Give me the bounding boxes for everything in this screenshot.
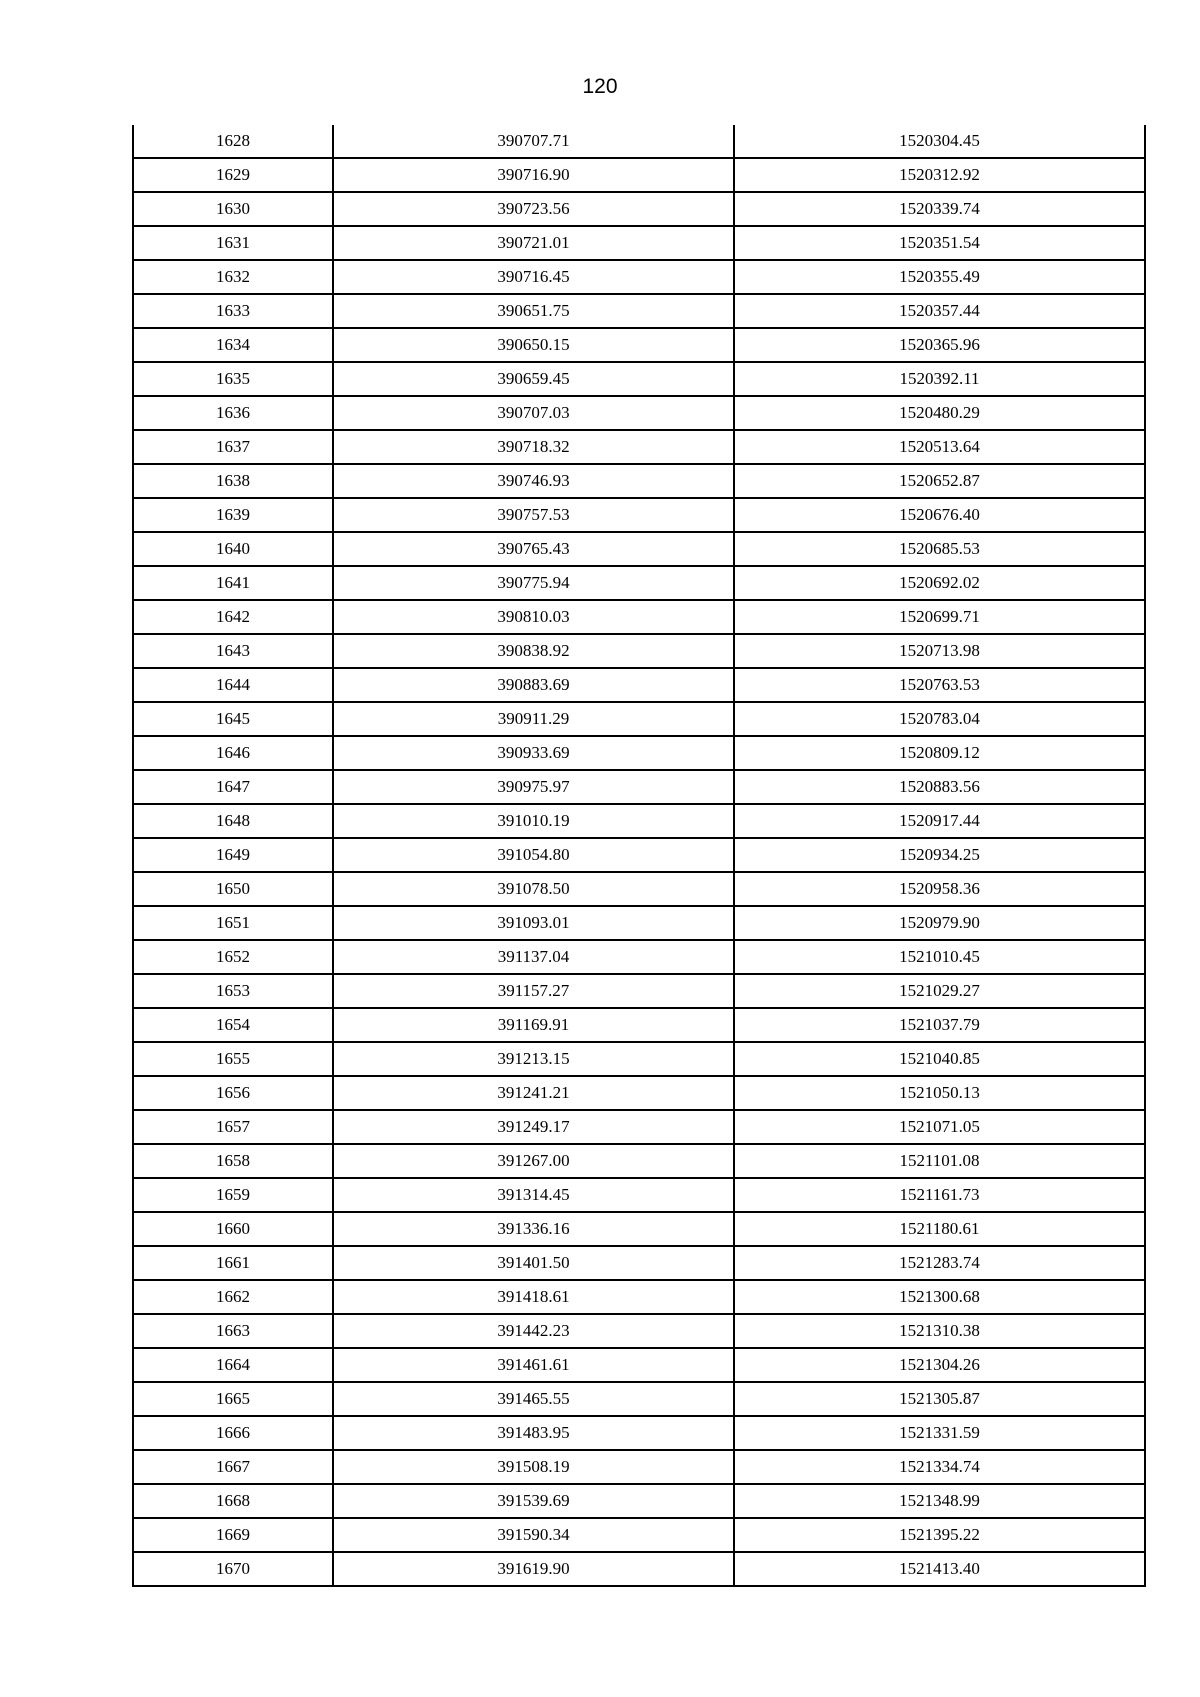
y-coordinate-cell: 1520513.64	[734, 430, 1145, 464]
y-coordinate-cell: 1520652.87	[734, 464, 1145, 498]
point-number-cell: 1640	[133, 532, 333, 566]
y-coordinate-cell: 1520699.71	[734, 600, 1145, 634]
table-row	[133, 532, 1145, 566]
x-coordinate-cell: 391157.27	[333, 974, 734, 1008]
table-row	[133, 702, 1145, 736]
y-coordinate-cell: 1521413.40	[734, 1552, 1145, 1586]
point-number-cell: 1628	[133, 125, 333, 158]
x-coordinate-cell: 391010.19	[333, 804, 734, 838]
point-number-cell: 1630	[133, 192, 333, 226]
table-row	[133, 260, 1145, 294]
x-coordinate-cell: 391442.23	[333, 1314, 734, 1348]
x-coordinate-cell: 391267.00	[333, 1144, 734, 1178]
x-coordinate-cell: 390659.45	[333, 362, 734, 396]
x-coordinate-cell: 391401.50	[333, 1246, 734, 1280]
table-row	[133, 974, 1145, 1008]
x-coordinate-cell: 391619.90	[333, 1552, 734, 1586]
x-coordinate-cell: 390716.45	[333, 260, 734, 294]
y-coordinate-cell: 1521180.61	[734, 1212, 1145, 1246]
x-coordinate-cell: 391336.16	[333, 1212, 734, 1246]
y-coordinate-cell: 1521050.13	[734, 1076, 1145, 1110]
y-coordinate-cell: 1521101.08	[734, 1144, 1145, 1178]
point-number-cell: 1658	[133, 1144, 333, 1178]
table-row	[133, 125, 1145, 158]
point-number-cell: 1631	[133, 226, 333, 260]
y-coordinate-cell: 1520934.25	[734, 838, 1145, 872]
y-coordinate-cell: 1521161.73	[734, 1178, 1145, 1212]
table-row	[133, 838, 1145, 872]
x-coordinate-cell: 390723.56	[333, 192, 734, 226]
table-row	[133, 1314, 1145, 1348]
table-row	[133, 294, 1145, 328]
point-number-cell: 1642	[133, 600, 333, 634]
x-coordinate-cell: 391169.91	[333, 1008, 734, 1042]
point-number-cell: 1668	[133, 1484, 333, 1518]
point-number-cell: 1656	[133, 1076, 333, 1110]
point-number-cell: 1662	[133, 1280, 333, 1314]
table-row	[133, 498, 1145, 532]
x-coordinate-cell: 391093.01	[333, 906, 734, 940]
x-coordinate-cell: 391213.15	[333, 1042, 734, 1076]
point-number-cell: 1645	[133, 702, 333, 736]
y-coordinate-cell: 1521300.68	[734, 1280, 1145, 1314]
point-number-cell: 1666	[133, 1416, 333, 1450]
y-coordinate-cell: 1521395.22	[734, 1518, 1145, 1552]
point-number-cell: 1647	[133, 770, 333, 804]
y-coordinate-cell: 1521283.74	[734, 1246, 1145, 1280]
y-coordinate-cell: 1521348.99	[734, 1484, 1145, 1518]
table-row	[133, 1076, 1145, 1110]
y-coordinate-cell: 1521334.74	[734, 1450, 1145, 1484]
y-coordinate-cell: 1521037.79	[734, 1008, 1145, 1042]
point-number-cell: 1663	[133, 1314, 333, 1348]
table-row	[133, 668, 1145, 702]
x-coordinate-cell: 391461.61	[333, 1348, 734, 1382]
point-number-cell: 1649	[133, 838, 333, 872]
x-coordinate-cell: 390707.71	[333, 125, 734, 158]
y-coordinate-cell: 1521304.26	[734, 1348, 1145, 1382]
table-row	[133, 1246, 1145, 1280]
point-number-cell: 1641	[133, 566, 333, 600]
y-coordinate-cell: 1520713.98	[734, 634, 1145, 668]
point-number-cell: 1629	[133, 158, 333, 192]
table-row	[133, 1280, 1145, 1314]
point-number-cell: 1632	[133, 260, 333, 294]
x-coordinate-cell: 390883.69	[333, 668, 734, 702]
x-coordinate-cell: 390765.43	[333, 532, 734, 566]
x-coordinate-cell: 390721.01	[333, 226, 734, 260]
x-coordinate-cell: 391590.34	[333, 1518, 734, 1552]
point-number-cell: 1636	[133, 396, 333, 430]
table-row	[133, 804, 1145, 838]
x-coordinate-cell: 390651.75	[333, 294, 734, 328]
table-row	[133, 1382, 1145, 1416]
point-number-cell: 1660	[133, 1212, 333, 1246]
table-row	[133, 906, 1145, 940]
y-coordinate-cell: 1520809.12	[734, 736, 1145, 770]
point-number-cell: 1634	[133, 328, 333, 362]
y-coordinate-cell: 1520355.49	[734, 260, 1145, 294]
x-coordinate-cell: 391508.19	[333, 1450, 734, 1484]
y-coordinate-cell: 1521331.59	[734, 1416, 1145, 1450]
y-coordinate-cell: 1520783.04	[734, 702, 1145, 736]
x-coordinate-cell: 390650.15	[333, 328, 734, 362]
x-coordinate-cell: 390707.03	[333, 396, 734, 430]
point-number-cell: 1643	[133, 634, 333, 668]
coordinates-table	[132, 125, 1146, 1587]
table-row	[133, 1416, 1145, 1450]
point-number-cell: 1653	[133, 974, 333, 1008]
y-coordinate-cell: 1521029.27	[734, 974, 1145, 1008]
y-coordinate-cell: 1520883.56	[734, 770, 1145, 804]
x-coordinate-cell: 391137.04	[333, 940, 734, 974]
x-coordinate-cell: 390775.94	[333, 566, 734, 600]
table-row	[133, 1518, 1145, 1552]
x-coordinate-cell: 390810.03	[333, 600, 734, 634]
point-number-cell: 1646	[133, 736, 333, 770]
y-coordinate-cell: 1521310.38	[734, 1314, 1145, 1348]
y-coordinate-cell: 1520392.11	[734, 362, 1145, 396]
y-coordinate-cell: 1520763.53	[734, 668, 1145, 702]
table-row	[133, 1450, 1145, 1484]
table-row	[133, 634, 1145, 668]
y-coordinate-cell: 1520480.29	[734, 396, 1145, 430]
point-number-cell: 1670	[133, 1552, 333, 1586]
x-coordinate-cell: 391465.55	[333, 1382, 734, 1416]
point-number-cell: 1667	[133, 1450, 333, 1484]
y-coordinate-cell: 1520312.92	[734, 158, 1145, 192]
x-coordinate-cell: 391078.50	[333, 872, 734, 906]
x-coordinate-cell: 391241.21	[333, 1076, 734, 1110]
table-row	[133, 770, 1145, 804]
coordinates-table-body	[133, 125, 1145, 1586]
table-row	[133, 1348, 1145, 1382]
table-row	[133, 872, 1145, 906]
table-row	[133, 1552, 1145, 1586]
table-row	[133, 1042, 1145, 1076]
x-coordinate-cell: 391314.45	[333, 1178, 734, 1212]
y-coordinate-cell: 1520958.36	[734, 872, 1145, 906]
point-number-cell: 1635	[133, 362, 333, 396]
y-coordinate-cell: 1520357.44	[734, 294, 1145, 328]
x-coordinate-cell: 390911.29	[333, 702, 734, 736]
y-coordinate-cell: 1520676.40	[734, 498, 1145, 532]
point-number-cell: 1633	[133, 294, 333, 328]
table-row	[133, 158, 1145, 192]
point-number-cell: 1655	[133, 1042, 333, 1076]
x-coordinate-cell: 391054.80	[333, 838, 734, 872]
x-coordinate-cell: 391483.95	[333, 1416, 734, 1450]
table-row	[133, 1484, 1145, 1518]
x-coordinate-cell: 390718.32	[333, 430, 734, 464]
page-number: 120	[582, 75, 618, 98]
table-row	[133, 736, 1145, 770]
table-row	[133, 328, 1145, 362]
table-row	[133, 226, 1145, 260]
y-coordinate-cell: 1520692.02	[734, 566, 1145, 600]
y-coordinate-cell: 1520351.54	[734, 226, 1145, 260]
y-coordinate-cell: 1521010.45	[734, 940, 1145, 974]
table-row	[133, 396, 1145, 430]
point-number-cell: 1665	[133, 1382, 333, 1416]
point-number-cell: 1652	[133, 940, 333, 974]
table-row	[133, 566, 1145, 600]
x-coordinate-cell: 390933.69	[333, 736, 734, 770]
y-coordinate-cell: 1521071.05	[734, 1110, 1145, 1144]
y-coordinate-cell: 1520685.53	[734, 532, 1145, 566]
x-coordinate-cell: 390975.97	[333, 770, 734, 804]
point-number-cell: 1648	[133, 804, 333, 838]
table-row	[133, 1144, 1145, 1178]
y-coordinate-cell: 1520917.44	[734, 804, 1145, 838]
table-row	[133, 464, 1145, 498]
y-coordinate-cell: 1520304.45	[734, 125, 1145, 158]
y-coordinate-cell: 1520339.74	[734, 192, 1145, 226]
y-coordinate-cell: 1521305.87	[734, 1382, 1145, 1416]
point-number-cell: 1654	[133, 1008, 333, 1042]
table-row	[133, 362, 1145, 396]
x-coordinate-cell: 391539.69	[333, 1484, 734, 1518]
x-coordinate-cell: 390757.53	[333, 498, 734, 532]
point-number-cell: 1669	[133, 1518, 333, 1552]
point-number-cell: 1637	[133, 430, 333, 464]
table-row	[133, 192, 1145, 226]
table-row	[133, 940, 1145, 974]
table-row	[133, 1008, 1145, 1042]
x-coordinate-cell: 391418.61	[333, 1280, 734, 1314]
point-number-cell: 1661	[133, 1246, 333, 1280]
point-number-cell: 1664	[133, 1348, 333, 1382]
table-row	[133, 600, 1145, 634]
y-coordinate-cell: 1521040.85	[734, 1042, 1145, 1076]
table-row	[133, 1110, 1145, 1144]
y-coordinate-cell: 1520365.96	[734, 328, 1145, 362]
x-coordinate-cell: 390838.92	[333, 634, 734, 668]
point-number-cell: 1639	[133, 498, 333, 532]
point-number-cell: 1644	[133, 668, 333, 702]
point-number-cell: 1638	[133, 464, 333, 498]
x-coordinate-cell: 390746.93	[333, 464, 734, 498]
x-coordinate-cell: 391249.17	[333, 1110, 734, 1144]
table-row	[133, 1212, 1145, 1246]
table-row	[133, 430, 1145, 464]
point-number-cell: 1657	[133, 1110, 333, 1144]
x-coordinate-cell: 390716.90	[333, 158, 734, 192]
y-coordinate-cell: 1520979.90	[734, 906, 1145, 940]
point-number-cell: 1651	[133, 906, 333, 940]
table-row	[133, 1178, 1145, 1212]
point-number-cell: 1659	[133, 1178, 333, 1212]
point-number-cell: 1650	[133, 872, 333, 906]
